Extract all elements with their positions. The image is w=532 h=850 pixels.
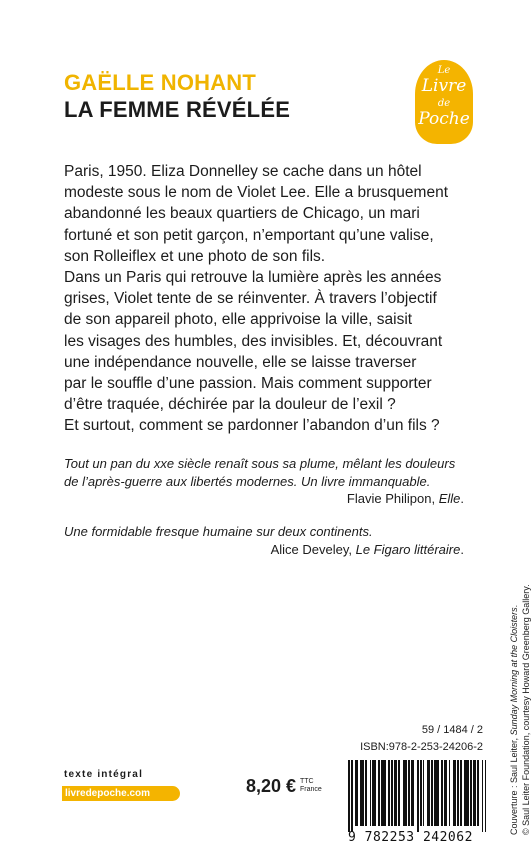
barcode-bar [406, 760, 408, 826]
barcode-bar [441, 760, 443, 826]
summary-line: Et surtout, comment se pardonner l’abandon d’un fils ? [64, 417, 440, 435]
credit-line-1: Couverture : Saul Leiter, Sunday Morning at the Cloisters. [509, 604, 519, 835]
review-publication: Elle [438, 491, 461, 506]
barcode-bar [417, 760, 419, 832]
barcode [348, 760, 486, 845]
texte-integral-label: texte intégral [64, 769, 144, 780]
review-author: Flavie Philipon, [346, 491, 436, 506]
review-text-line: Tout un pan du xxe siècle renaît sous sa plume, mêlant les douleurs [64, 456, 456, 471]
press-review-elle [64, 455, 464, 508]
barcode-digits: 9 782253 242062 [348, 830, 473, 845]
barcode-bar [460, 760, 462, 826]
logo-de: de [437, 98, 451, 109]
publisher-logo [415, 60, 473, 144]
summary-line: d’être traquée, déchirée par la douleur de l’exil ? [64, 396, 396, 414]
logo-livre: Livre [421, 76, 467, 96]
review-publication: Le Figaro littéraire [355, 541, 461, 557]
summary-line: fortuné et son petit garçon, n’emportant qu’une valise, [64, 226, 434, 244]
barcode-bar [351, 760, 353, 832]
author-name: GAËLLE NOHANT [64, 70, 257, 95]
summary-line: Paris, 1950. Eliza Donnelley se cache dans un hôtel [64, 163, 422, 180]
summary-line: modeste sous le nom de Violet Lee. Elle a brusquement [64, 184, 449, 202]
press-review-figaro [64, 523, 464, 558]
barcode-bar [431, 760, 433, 826]
isbn: ISBN:978-2-253-24206-2 [360, 741, 483, 753]
summary-line: de son appareil photo, elle apprivoise la ville, saisit [64, 311, 413, 329]
logo-le: Le [437, 65, 451, 76]
barcode-bar [446, 760, 448, 826]
review-source: Flavie Philipon, Elle. [346, 491, 464, 506]
barcode-bar [370, 760, 372, 826]
logo-poche: Poche [418, 109, 470, 129]
barcode-bar [378, 760, 380, 826]
review-text-line: Une formidable fresque humaine sur deux continents. [64, 524, 373, 539]
credit-line-2: © Saul Leiter Foundation, courtesy Howard Greenberg Gallery. [521, 584, 531, 835]
summary-line: par le souffle d’une passion. Mais comment supporter [64, 375, 432, 393]
barcode-bar [357, 760, 359, 826]
barcode-bar [477, 760, 479, 826]
summary-line: son Rolleiflex et une photo de son fils. [64, 247, 326, 265]
barcode-bar [398, 760, 400, 826]
barcode-bars [348, 760, 486, 832]
barcode-bar [485, 760, 487, 832]
book-title: LA FEMME RÉVÉLÉE [64, 97, 291, 122]
barcode-bar [429, 760, 431, 826]
price-note: TTC France [300, 778, 322, 793]
summary-line: abandonné les beaux quartiers de Chicago, un mari [64, 205, 420, 223]
barcode-bar [362, 760, 364, 826]
barcode-bar [374, 760, 376, 826]
barcode-bar [384, 760, 386, 826]
barcode-bar [475, 760, 477, 826]
review-author: Alice Develey, [270, 541, 352, 557]
reference-code: 59 / 1484 / 2 [421, 724, 483, 736]
barcode-bar [348, 760, 350, 832]
barcode-bar [423, 760, 425, 826]
barcode-bar [449, 760, 451, 826]
price: 8,20 € [246, 776, 297, 796]
barcode-bar [391, 760, 393, 826]
review-text-line: de l’après-guerre aux libertés modernes. Un livre immanquable. [64, 473, 431, 489]
barcode-bar [420, 760, 422, 826]
book-codes [360, 722, 483, 756]
barcode-bar [408, 760, 410, 826]
barcode-bar [365, 760, 367, 826]
summary-line: grises, Violet tente de se réinventer. À travers l’objectif [64, 290, 437, 308]
barcode-bar [388, 760, 390, 826]
barcode-bar [467, 760, 469, 826]
barcode-bar [482, 760, 484, 832]
back-cover-summary [64, 161, 484, 437]
summary-line: les visages des humbles, des invisibles. Et, découvrant [64, 332, 443, 350]
website-link[interactable]: livredepoche.com [62, 786, 180, 801]
cover-photo-credits [508, 584, 532, 835]
review-source: Alice Develey, Le Figaro littéraire. [270, 541, 464, 557]
barcode-bar [470, 760, 472, 826]
summary-line: Dans un Paris qui retrouve la lumière après les années [64, 269, 442, 287]
barcode-bar [437, 760, 439, 826]
summary-line: une indépendance nouvelle, elle se laisse traverser [64, 353, 417, 371]
barcode-bar [457, 760, 459, 826]
barcode-bar [413, 760, 415, 826]
barcode-bar [395, 760, 397, 826]
barcode-bar [454, 760, 456, 826]
